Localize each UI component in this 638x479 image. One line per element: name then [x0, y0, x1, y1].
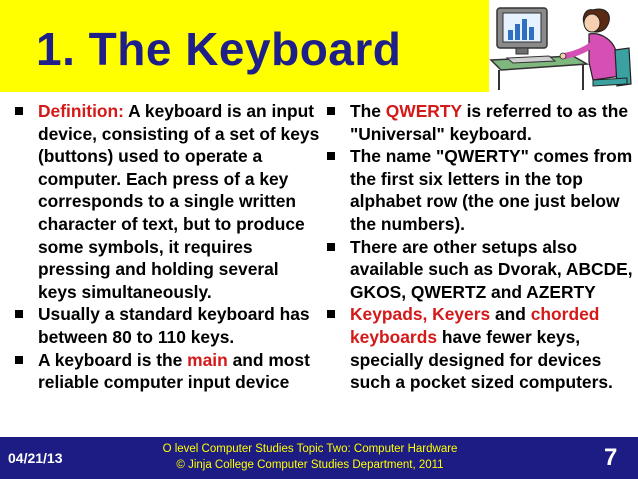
footer-credits: [160, 441, 460, 473]
bullet-text: have fewer keys, specially designed for devices such a pocket sized computers.: [350, 326, 613, 393]
footer-line-copyright: © Jinja College Computer Studies Department, 2011: [176, 459, 444, 471]
square-bullet-icon: [15, 107, 23, 115]
bullet-item: [322, 145, 634, 235]
slide-title: 1. The Keyboard: [36, 23, 402, 75]
highlight-text: Keypads, Keyers: [350, 304, 491, 325]
highlight-text: QWERTY: [385, 101, 462, 121]
bullet-text: A keyboard is the: [38, 349, 188, 370]
slide-footer: [0, 437, 638, 479]
square-bullet-icon: [327, 152, 335, 160]
bullet-text: and: [490, 304, 531, 325]
footer-line-course: O level Computer Studies Topic Two: Computer Hardware: [162, 443, 458, 455]
highlight-text: chorded keyboards: [350, 304, 600, 347]
bullet-text: The: [350, 101, 386, 121]
page-number: 7: [604, 444, 618, 471]
person-at-computer-icon: [489, 0, 638, 92]
right-bullet-column: [322, 100, 634, 394]
bullet-text: is referred to as the "Universal" keyboard.: [350, 101, 629, 144]
left-bullet-column: [10, 100, 320, 394]
square-bullet-icon: [15, 356, 23, 364]
highlight-text: main: [187, 349, 228, 370]
bullet-item: [10, 303, 320, 348]
square-bullet-icon: [327, 107, 335, 115]
highlight-text: Definition:: [38, 101, 124, 121]
title-bar: [0, 0, 638, 92]
bullet-text: There are other setups also available such as Dvorak, ABCDE, GKOS, QWERTZ and AZERTY: [350, 236, 633, 302]
bullet-text: and most reliable computer input device: [38, 349, 310, 393]
footer-date: 04/21/13: [8, 450, 63, 466]
bullet-item: [322, 236, 634, 304]
square-bullet-icon: [327, 310, 335, 318]
bullet-text: The name "QWERTY" comes from the first six letters in the top alphabet row (the one just below the numbers).: [350, 146, 633, 234]
bullet-item: [10, 100, 320, 303]
bullet-text: A keyboard is an input device, consisting of a set of keys (buttons) used to operate a computer. Each press of a key corresponds to a single written character of text, but to produce some symbols, it requires pressing and holding several keys simultaneously.: [38, 101, 320, 302]
bullet-item: [322, 303, 634, 393]
bullet-text: Usually a standard keyboard has between 80 to 110 keys.: [38, 304, 310, 347]
bullet-item: [10, 349, 320, 394]
square-bullet-icon: [327, 243, 335, 251]
bullet-item: [322, 100, 634, 145]
square-bullet-icon: [15, 310, 23, 318]
